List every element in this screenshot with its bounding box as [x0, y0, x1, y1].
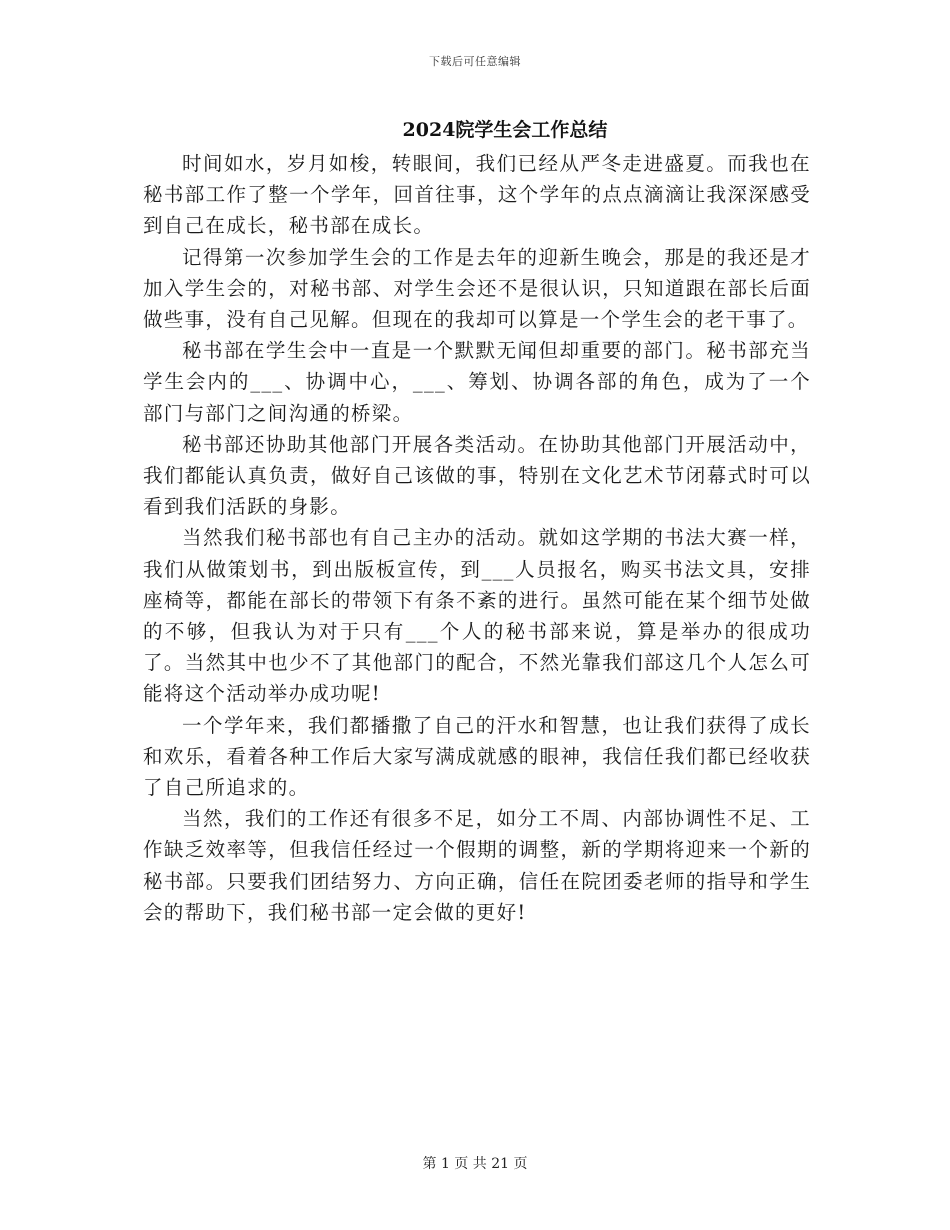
paragraph: 时间如水，岁月如梭，转眼间，我们已经从严冬走进盛夏。而我也在秘书部工作了整一个学年，回首往事，这个学年的点点滴滴让我深深感受到自己在成长，秘书部在成长。 [143, 152, 811, 238]
header-note: 下载后可任意编辑 [429, 55, 521, 68]
paragraph: 记得第一次参加学生会的工作是去年的迎新生晚会，那是的我还是才加入学生会的，对秘书部、对学生会还不是很认识，只知道跟在部长后面做些事，没有自己见解。但现在的我却可以算是一个学生会的老干事了。 [143, 245, 811, 332]
document-title: 2024院学生会工作总结 [402, 119, 608, 141]
document-body [143, 148, 811, 928]
page-footer: 第 1 页 共 21 页 [422, 1156, 528, 1172]
paragraph: 一个学年来，我们都播撒了自己的汗水和智慧，也让我们获得了成长和欢乐，看着各种工作后大家写满成就感的眼神，我信任我们都已经收获了自己所追求的。 [143, 713, 811, 800]
paragraph: 当然，我们的工作还有很多不足，如分工不周、内部协调性不足、工作缺乏效率等，但我信任经过一个假期的调整，新的学期将迎来一个新的秘书部。只要我们团结努力、方向正确，信任在院团委老师的指导和学生会的帮助下，我们秘书部一定会做的更好! [143, 807, 811, 924]
paragraph: 当然我们秘书部也有自己主办的活动。就如这学期的书法大赛一样，我们从做策划书，到出版板宣传，到___人员报名，购买书法文具，安排座椅等，都能在部长的带领下有条不紊的进行。虽然可能在某个细节处做的不够，但我认为对于只有___个人的秘书部来说，算是举办的很成功了。当然其中也少不了其他部门的配合，不然光靠我们部这几个人怎么可能将这个活动举办成功呢! [143, 526, 811, 706]
paragraph: 秘书部还协助其他部门开展各类活动。在协助其他部门开展活动中，我们都能认真负责，做好自己该做的事，特别在文化艺术节闭幕式时可以看到我们活跃的身影。 [143, 432, 811, 519]
paragraph: 秘书部在学生会中一直是一个默默无闻但却重要的部门。秘书部充当学生会内的___、协调中心，___、筹划、协调各部的角色，成为了一个部门与部门之间沟通的桥梁。 [143, 339, 811, 425]
